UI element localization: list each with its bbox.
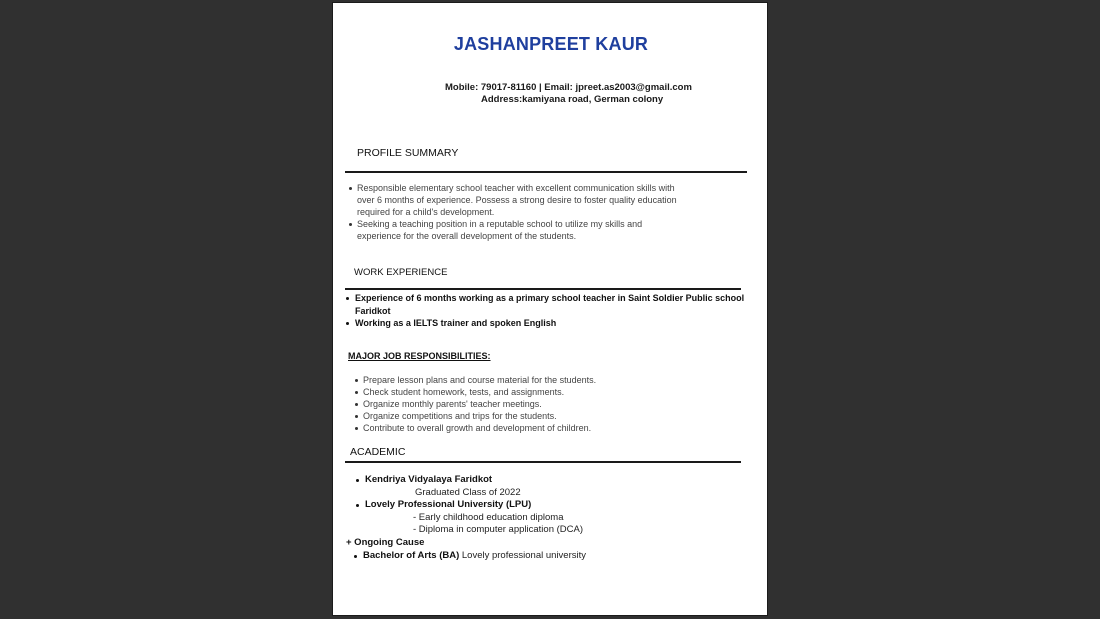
list-item: Organize competitions and trips for the students.	[363, 410, 596, 422]
work-experience-heading: WORK EXPERIENCE	[354, 267, 448, 278]
ongoing-course: + Ongoing Cause	[346, 537, 425, 548]
work-experience-divider	[345, 288, 741, 290]
list-item	[363, 550, 586, 561]
profile-summary-list	[357, 182, 687, 242]
academic-university	[365, 499, 531, 510]
work-experience-list	[355, 292, 747, 330]
academic-degree	[363, 550, 586, 561]
list-item: Experience of 6 months working as a primary school teacher in Saint Soldier Public school Faridkot	[355, 292, 747, 317]
list-item: Check student homework, tests, and assignments.	[363, 386, 596, 398]
university-detail-1: - Early childhood education diploma	[413, 512, 564, 523]
contact-line: Mobile: 79017-81160 | Email: jpreet.as2003@gmail.com	[445, 82, 692, 93]
university-detail-2: - Diploma in computer application (DCA)	[413, 524, 584, 535]
list-item: Working as a IELTS trainer and spoken English	[355, 317, 747, 330]
school-name: Kendriya Vidyalaya Faridkot	[365, 474, 493, 485]
candidate-name: JASHANPREET KAUR	[453, 34, 649, 54]
list-item: Organize monthly parents' teacher meetings.	[363, 398, 596, 410]
university-name: Lovely Professional University (LPU)	[365, 499, 532, 510]
school-detail: Graduated Class of 2022	[415, 487, 521, 498]
list-item: Responsible elementary school teacher with excellent communication skills with over 6 months of experience. Possess a strong desire to foster quality education required for a child's development.	[357, 182, 687, 218]
list-item: Seeking a teaching position in a reputable school to utilize my skills and experience for the overall development of the students.	[357, 218, 687, 242]
academic-divider	[345, 461, 741, 463]
list-item: Contribute to overall growth and development of children.	[363, 422, 596, 434]
responsibilities-heading: MAJOR JOB RESPONSIBILITIES:	[348, 351, 491, 361]
responsibilities-list	[363, 374, 596, 434]
profile-summary-heading: PROFILE SUMMARY	[357, 147, 459, 159]
list-item	[365, 474, 492, 485]
address-line: Address:kamiyana road, German colony	[481, 94, 664, 105]
degree-name: Bachelor of Arts (BA)	[363, 550, 460, 561]
resume-page	[332, 2, 768, 616]
list-item	[365, 499, 531, 510]
degree-institution: Lovely professional university	[459, 550, 586, 561]
academic-heading: ACADEMIC	[350, 446, 406, 458]
list-item: Prepare lesson plans and course material for the students.	[363, 375, 597, 385]
academic-school	[365, 474, 492, 485]
profile-summary-divider	[345, 171, 747, 173]
